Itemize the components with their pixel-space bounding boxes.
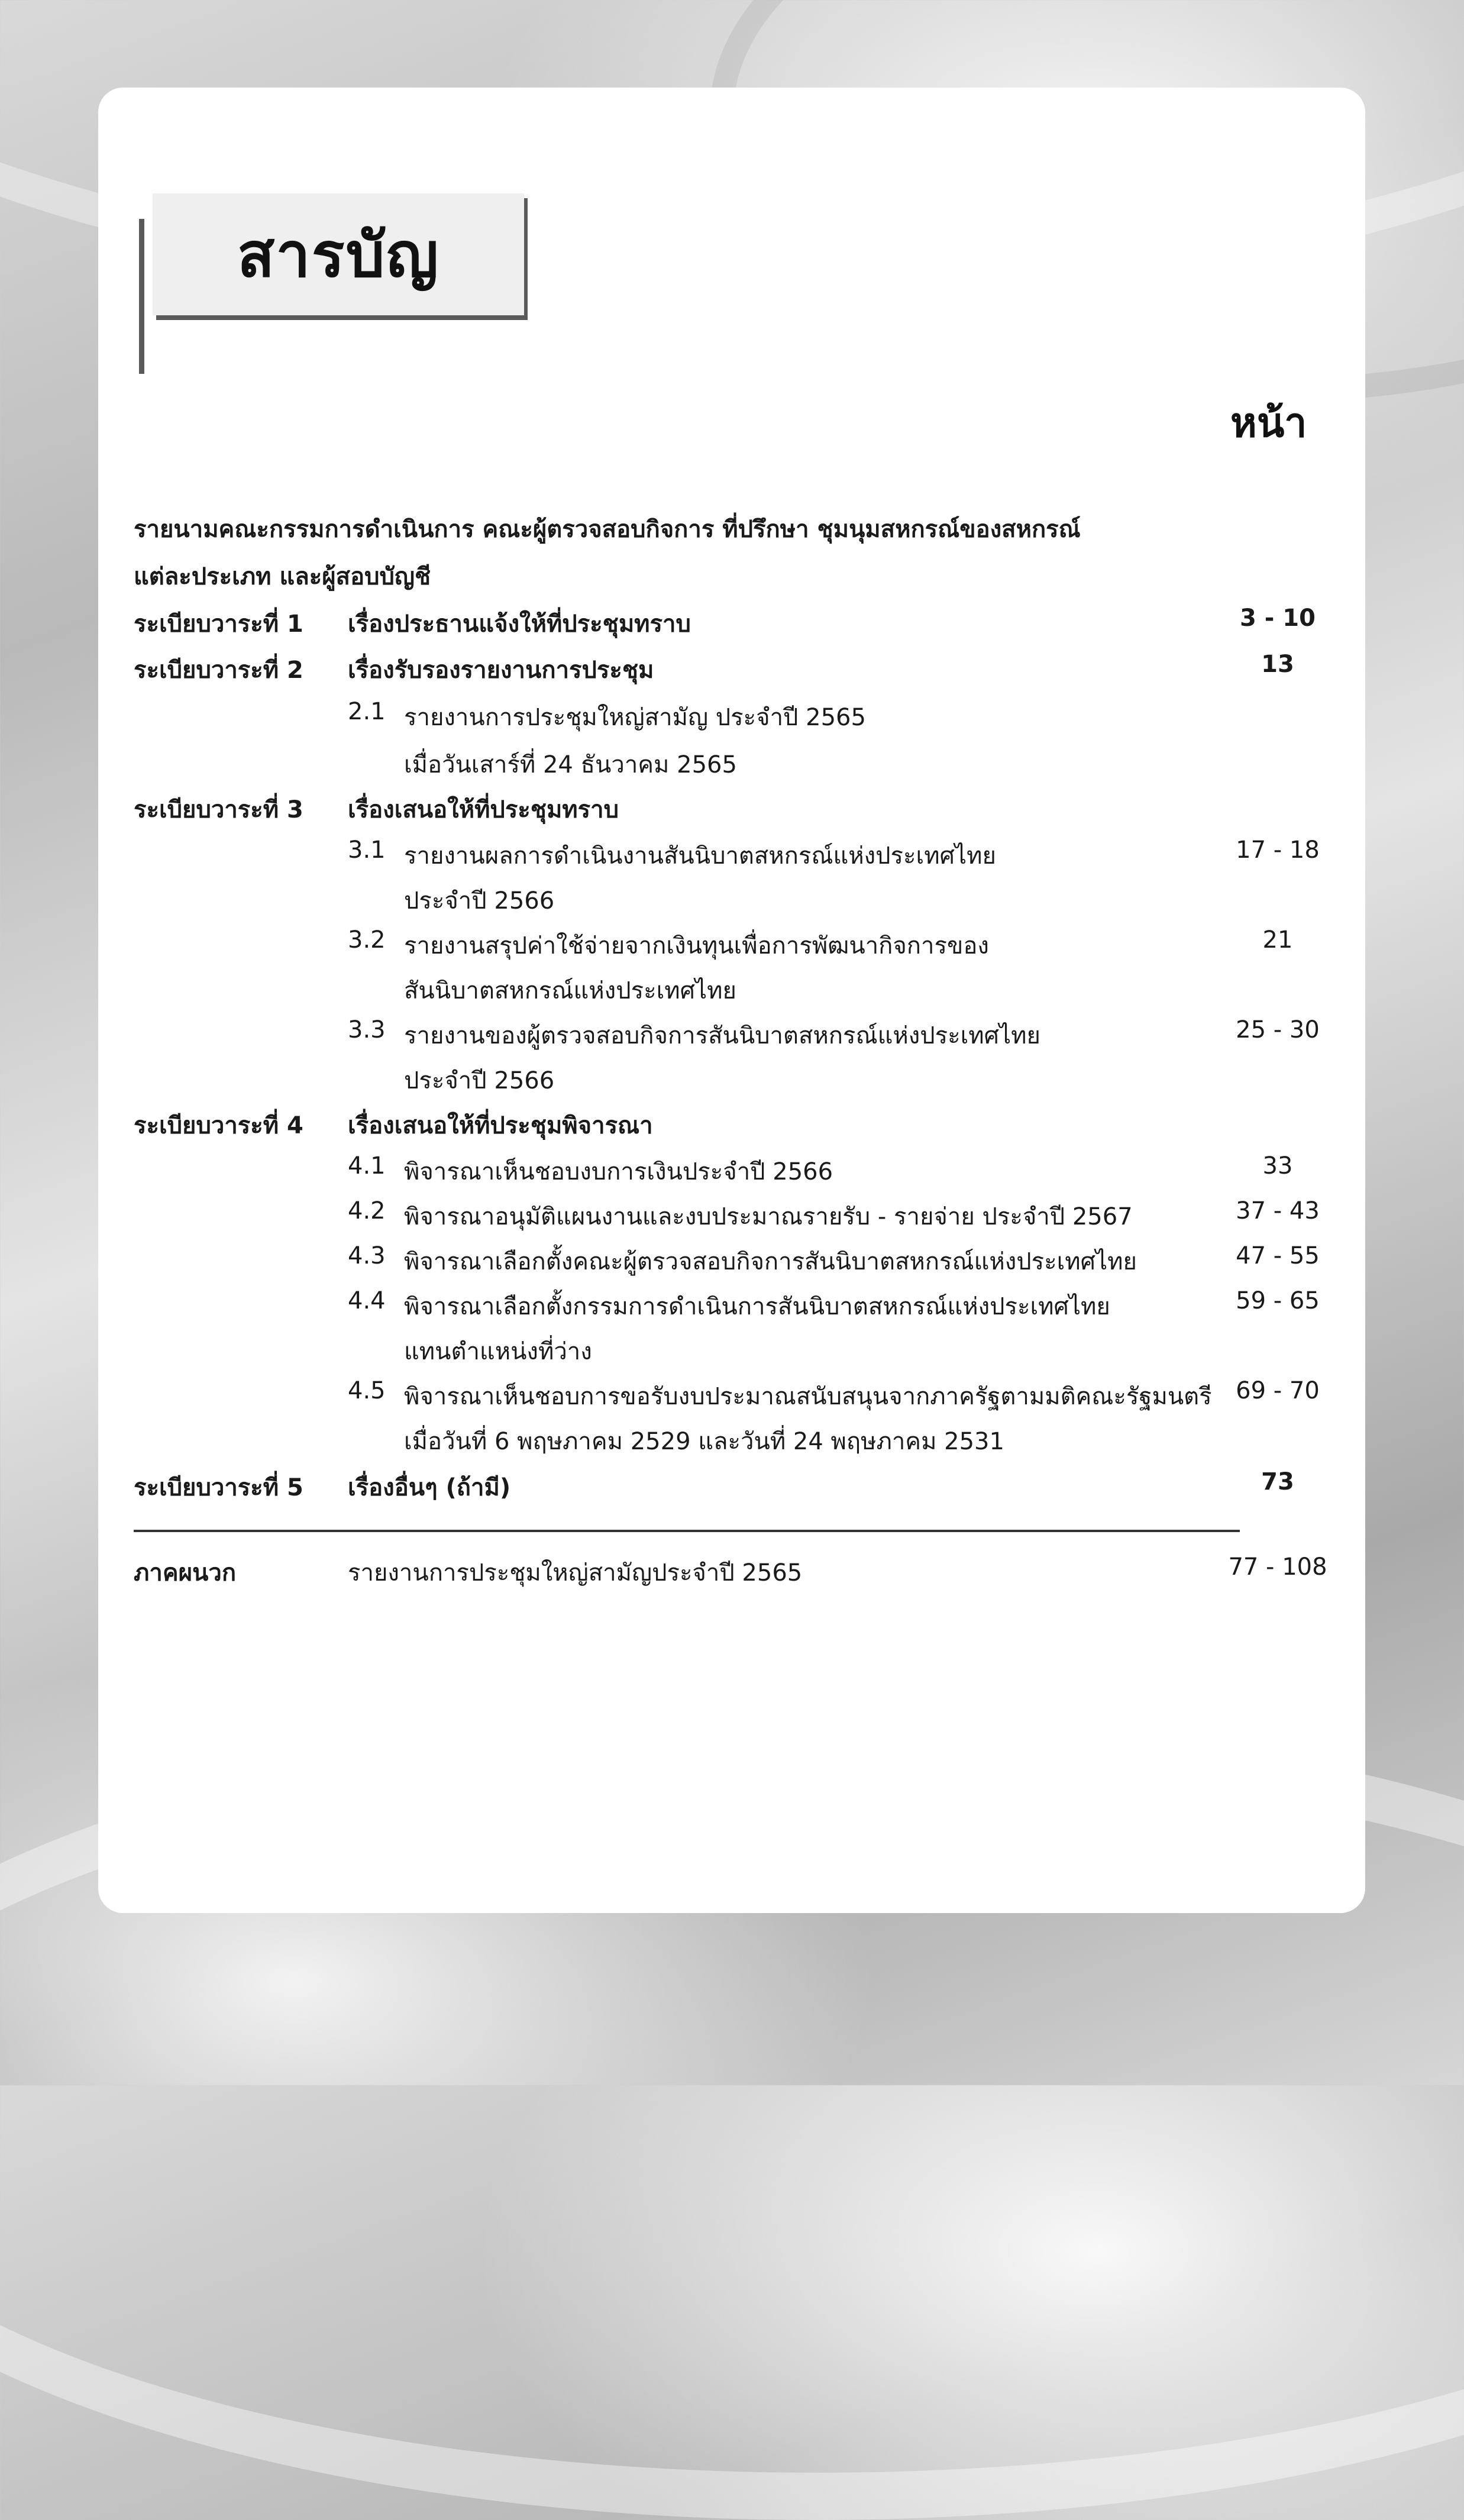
toc-subitem[interactable]: [0, 1242, 1464, 1287]
page-number: 69 - 70: [1236, 1377, 1320, 1404]
page-number: 59 - 65: [1236, 1287, 1320, 1314]
page-column-header: หน้า: [1230, 400, 1307, 447]
toc-subitem-continuation: [0, 1061, 1464, 1106]
toc-row[interactable]: [0, 605, 1464, 650]
subitem-text: แทนตำแหน่งที่ว่าง: [404, 1338, 592, 1365]
toc-subitem[interactable]: [0, 836, 1464, 881]
agenda-label: ระเบียบวาระที่ 5: [134, 1474, 303, 1501]
section-divider: [134, 1530, 1240, 1532]
subitem-text: รายงานสรุปค่าใช้จ่ายจากเงินทุนเพื่อการพัฒนากิจการของ: [404, 932, 989, 959]
agenda-topic: เรื่องอื่นๆ (ถ้ามี): [348, 1474, 511, 1501]
toc-row[interactable]: [0, 790, 1464, 835]
subitem-number: 3.3: [348, 1016, 386, 1043]
subitem-text: ประจำปี 2566: [404, 887, 555, 915]
page-number: 37 - 43: [1236, 1197, 1320, 1225]
title-accent-bar: [139, 219, 144, 374]
subitem-number: 4.5: [348, 1377, 386, 1404]
subitem-text: เมื่อวันที่ 6 พฤษภาคม 2529 และวันที่ 24 พฤษภาคม 2531: [404, 1428, 1004, 1455]
subitem-text: รายงานของผู้ตรวจสอบกิจการสันนิบาตสหกรณ์แห่งประเทศไทย: [404, 1022, 1040, 1049]
title-box: [153, 193, 524, 315]
toc-subitem[interactable]: [0, 1287, 1464, 1332]
intro-line: แต่ละประเภท และผู้สอบบัญชี: [134, 563, 431, 590]
agenda-label: ระเบียบวาระที่ 1: [134, 610, 303, 638]
toc-subitem-continuation: [0, 745, 1464, 790]
page-number: 17 - 18: [1236, 836, 1320, 864]
agenda-label: ระเบียบวาระที่ 4: [134, 1112, 303, 1139]
toc-subitem-continuation: [0, 1422, 1464, 1467]
subitem-text: พิจารณาเลือกตั้งคณะผู้ตรวจสอบกิจการสันนิบาตสหกรณ์แห่งประเทศไทย: [404, 1248, 1137, 1275]
toc-subitem[interactable]: [0, 1016, 1464, 1061]
subitem-number: 3.1: [348, 836, 386, 864]
page-number: 3 - 10: [1240, 605, 1316, 632]
toc-subitem[interactable]: [0, 1197, 1464, 1242]
page-number: 21: [1262, 926, 1293, 954]
subitem-number: 3.2: [348, 926, 386, 954]
toc-row[interactable]: [0, 1468, 1464, 1513]
subitem-text: เมื่อวันเสาร์ที่ 24 ธันวาคม 2565: [404, 751, 737, 778]
subitem-text: รายงานผลการดำเนินงานสันนิบาตสหกรณ์แห่งประเทศไทย: [404, 842, 996, 870]
page-number: 47 - 55: [1236, 1242, 1320, 1269]
page-number: 25 - 30: [1236, 1016, 1320, 1043]
page-title: สารบัญ: [237, 218, 440, 291]
agenda-topic: เรื่องรับรองรายงานการประชุม: [348, 657, 654, 684]
subitem-text: รายงานการประชุมใหญ่สามัญ ประจำปี 2565: [404, 704, 866, 731]
toc-subitem-continuation: [0, 971, 1464, 1016]
agenda-label: ระเบียบวาระที่ 2: [134, 657, 303, 684]
toc-row[interactable]: [0, 1106, 1464, 1151]
subitem-text: พิจารณาเห็นชอบการขอรับงบประมาณสนับสนุนจากภาครัฐตามมติคณะรัฐมนตรี: [404, 1383, 1212, 1410]
subitem-text: ประจำปี 2566: [404, 1067, 555, 1094]
subitem-number: 2.1: [348, 698, 386, 725]
subitem-number: 4.4: [348, 1287, 386, 1314]
toc-subitem-continuation: [0, 881, 1464, 926]
agenda-topic: เรื่องเสนอให้ที่ประชุมพิจารณา: [348, 1112, 653, 1139]
intro-line: รายนามคณะกรรมการดำเนินการ คณะผู้ตรวจสอบกิจการ ที่ปรึกษา ชุมนุมสหกรณ์ของสหกรณ์: [134, 516, 1081, 543]
subitem-text: พิจารณาอนุมัติแผนงานและงบประมาณรายรับ - รายจ่าย ประจำปี 2567: [404, 1203, 1133, 1230]
page-number: 73: [1261, 1468, 1294, 1495]
toc-subitem[interactable]: [0, 1377, 1464, 1422]
subitem-number: 4.2: [348, 1197, 386, 1225]
agenda-topic: เรื่องประธานแจ้งให้ที่ประชุมทราบ: [348, 610, 691, 638]
subitem-number: 4.1: [348, 1152, 386, 1180]
page-number: 77 - 108: [1228, 1553, 1327, 1581]
toc-subitem[interactable]: [0, 926, 1464, 971]
appendix-label: ภาคผนวก: [134, 1559, 237, 1587]
subitem-text: พิจารณาเห็นชอบงบการเงินประจำปี 2566: [404, 1158, 833, 1185]
agenda-topic: เรื่องเสนอให้ที่ประชุมทราบ: [348, 796, 619, 823]
toc-row[interactable]: [0, 651, 1464, 696]
agenda-label: ระเบียบวาระที่ 3: [134, 796, 303, 823]
appendix-text: รายงานการประชุมใหญ่สามัญประจำปี 2565: [348, 1559, 803, 1587]
toc-subitem-continuation: [0, 1332, 1464, 1377]
subitem-text: สันนิบาตสหกรณ์แห่งประเทศไทย: [404, 977, 736, 1004]
subitem-text: พิจารณาเลือกตั้งกรรมการดำเนินการสันนิบาตสหกรณ์แห่งประเทศไทย: [404, 1293, 1110, 1320]
page-number: 33: [1262, 1152, 1293, 1180]
page-number: 13: [1261, 651, 1294, 678]
toc-subitem[interactable]: [0, 1152, 1464, 1197]
subitem-number: 4.3: [348, 1242, 386, 1269]
toc-subitem[interactable]: [0, 698, 1464, 743]
